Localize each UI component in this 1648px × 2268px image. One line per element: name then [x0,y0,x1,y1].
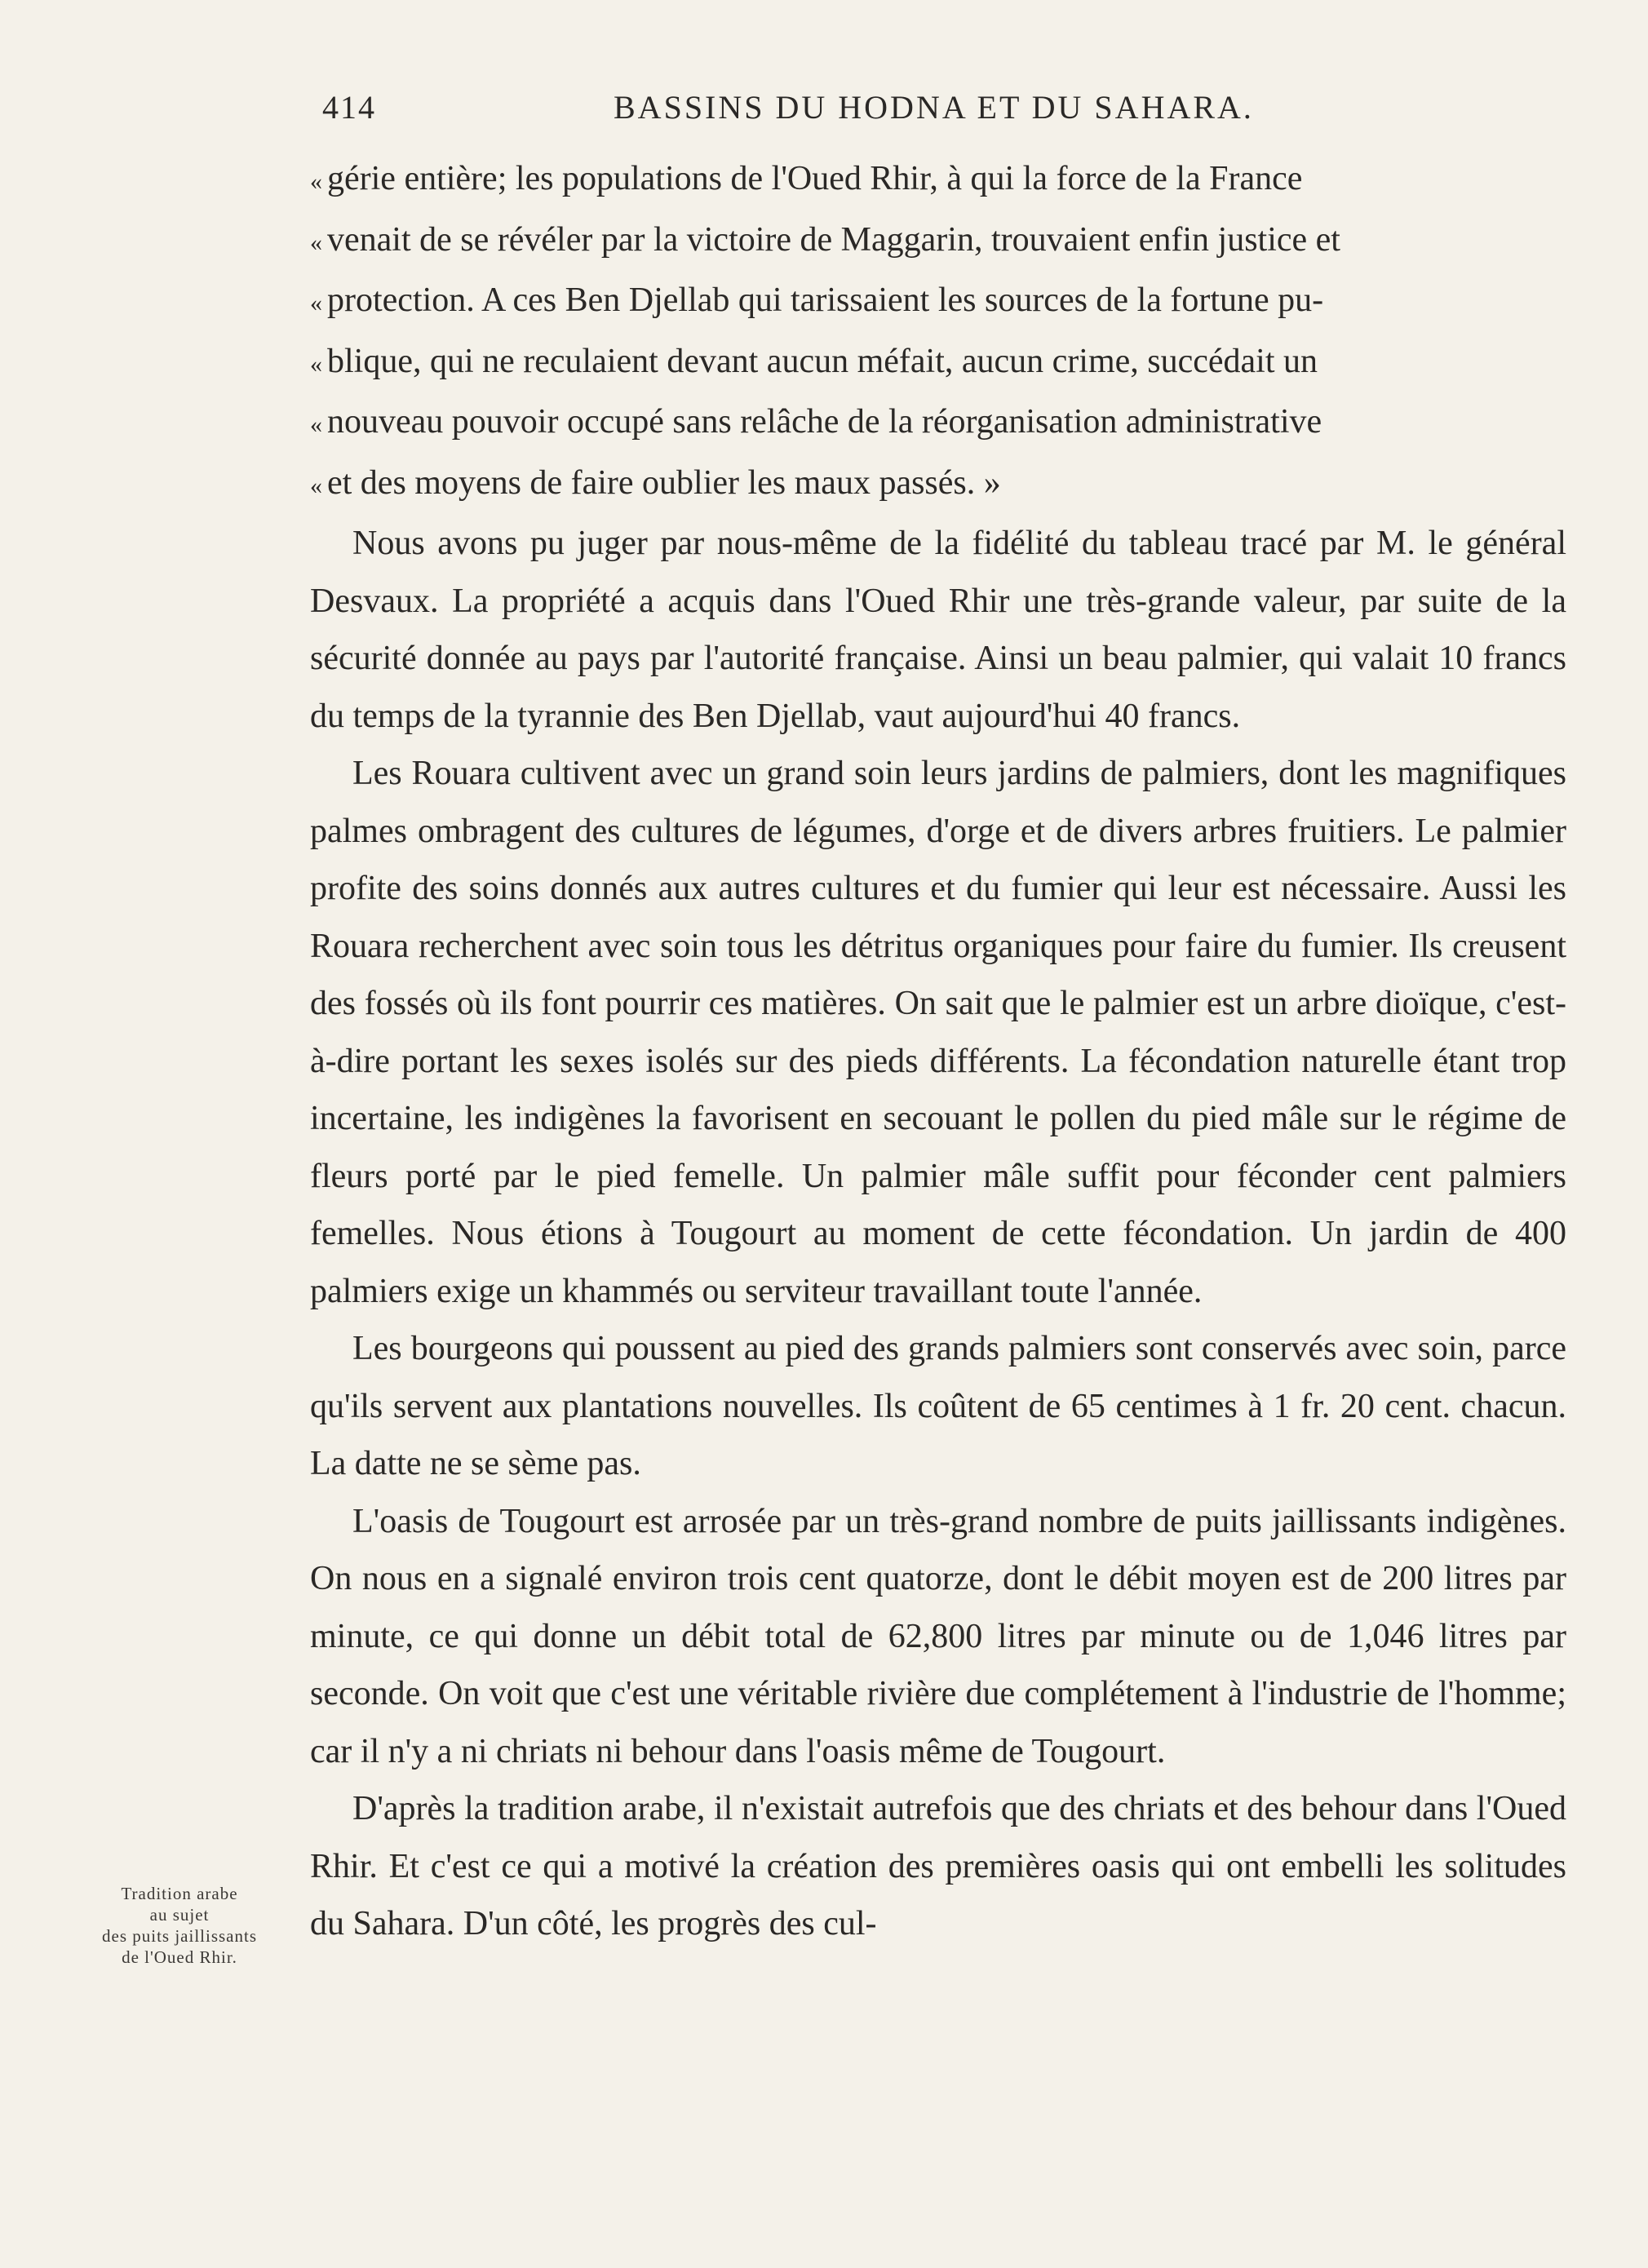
quote-line-text: blique, qui ne reculaient devant aucun méfait, aucun crime, succédait un [327,342,1318,380]
page-header [322,88,1562,137]
margin-note-line: au sujet [149,1905,210,1925]
quote-line-text: protection. A ces Ben Djellab qui tarissaient les sources de la fortune pu- [327,281,1324,319]
page-number: 414 [322,89,376,126]
margin-note-line: Tradition arabe [121,1884,238,1903]
margin-note-line: des puits jaillissants [102,1926,257,1946]
quote-line-text: et des moyens de faire oublier les maux passés. » [327,463,1001,502]
body-text [310,150,1566,1953]
paragraph: L'oasis de Tougourt est arrosée par un très-grand nombre de puits jaillissants indigènes. On nous en a signalé environ trois cent quatorze, dont le débit moyen est de 200 litres par minute, ce qui donne un débit total de 62,800 litres par minute ou de 1,046 litres par seconde. On voit que c'est une véritable rivière due complétement à l'industrie de l'homme; car il n'y a ni chriats ni behour dans l'oasis même de Tougourt. [310,1502,1566,1770]
quote-line-text: venait de se révéler par la victoire de Maggarin, trouvaient enfin justice et [327,220,1340,259]
quote-mark: « [310,472,322,499]
quote-line [310,393,1566,454]
quote-mark: « [310,350,322,378]
paragraph: D'après la tradition arabe, il n'existait autrefois que des chriats et des behour dans l'Oued Rhir. Et c'est ce qui a motivé la création des premières oasis qui ont embelli les solitudes du Sahara. D'un côté, les progrès des cul- [310,1790,1566,1942]
paragraph: Les Rouara cultivent avec un grand soin leurs jardins de palmiers, dont les magnifiques palmes ombragent des cultures de légumes, d'orge et de divers arbres fruitiers. Le palmier profite des soins donnés aux autres cultures et du fumier qui leur est nécessaire. Aussi les Rouara recherchent avec soin tous les détritus organiques pour faire du fumier. Ils creusent des fossés où ils font pourrir ces matières. On sait que le palmier est un arbre dioïque, c'est-à-dire portant les sexes isolés sur des pieds différents. La fécondation naturelle étant trop incertaine, les indigènes la favorisent en secouant le pollen du pied mâle sur le régime de fleurs porté par le pied femelle. Un palmier mâle suffit pour féconder cent palmiers femelles. Nous étions à Tougourt au moment de cette fécondation. Un jardin de 400 palmiers exige un khammés ou serviteur travaillant toute l'année. [310,755,1566,1310]
quote-line-text: gérie entière; les populations de l'Oued Rhir, à qui la force de la France [327,160,1303,197]
quote-line-text: nouveau pouvoir occupé sans relâche de la réorganisation administrative [327,403,1322,441]
quote-mark: « [310,290,322,317]
quote-mark: « [310,168,322,195]
margin-note [82,1883,277,1968]
quote-mark: « [310,411,322,438]
margin-note-line: de l'Oued Rhir. [122,1947,237,1967]
quote-line [310,333,1566,394]
quote-line [310,272,1566,333]
quote-mark: « [310,228,322,256]
quote-line [310,211,1566,272]
paragraph: Nous avons pu juger par nous-même de la fidélité du tableau tracé par M. le général Desvaux. La propriété a acquis dans l'Oued Rhir une très-grande valeur, par suite de la sécurité donnée au pays par l'autorité française. Ainsi un beau palmier, qui valait 10 francs du temps de la tyrannie des Ben Djellab, vaut aujourd'hui 40 francs. [310,525,1566,735]
quote-line [310,454,1566,516]
running-title: BASSINS DU HODNA ET DU SAHARA. [614,89,1254,126]
paragraph: Les bourgeons qui poussent au pied des grands palmiers sont conservés avec soin, parce qu'ils servent aux plantations nouvelles. Ils coûtent de 65 centimes à 1 fr. 20 cent. chacun. La datte ne se sème pas. [310,1330,1566,1482]
quote-line [310,150,1566,211]
